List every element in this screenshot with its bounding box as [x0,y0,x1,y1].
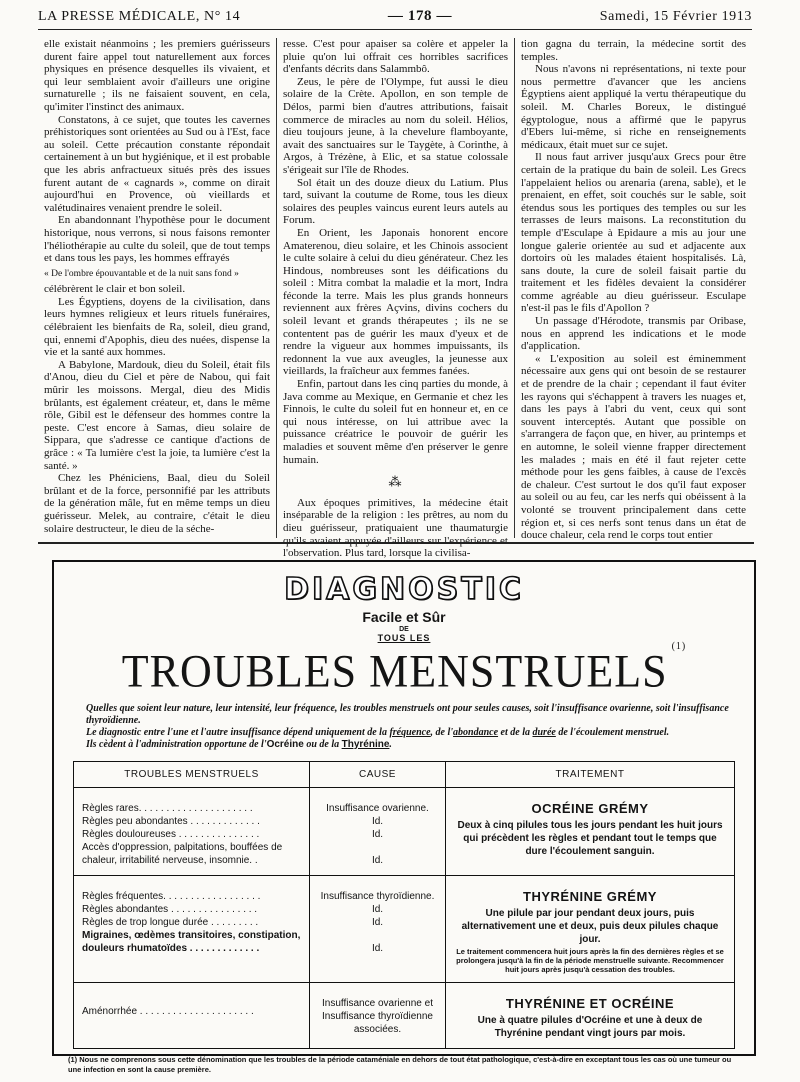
symptom: Règles de trop longue durée . . . . . . . . . [82,916,259,928]
column-header-traitement: TRAITEMENT [446,761,735,787]
symptom: Règles douloureuses . . . . . . . . . . . . . . . [82,828,260,840]
section-separator: ⁂ [388,474,403,490]
symptom: Aménorrhée . . . . . . . . . . . . . . . . . . . . . [82,1005,254,1017]
paragraph: Constatons, à ce sujet, que toutes les cavernes préhistoriques sont orientées au Sud ou à l'Est, face au soleil. Cette précaution constante répondait certainement à un but hygiénique, et il est probable que les abris anfractueux situés près des issues furent autant de « cagnards », comme on dirait aujourd'hui en Provence, où vieillards et valétudinaires venaient prendre le soleil. [44,113,270,214]
table-row-ocreine [74,787,735,875]
ad-headline-text: TROUBLES MENSTRUELS [121,645,668,697]
product-name: THYRÉNINE ET OCRÉINE [505,995,675,1011]
cause: Insuffisance thyroïdienne. [320,890,435,902]
product-name: THYRÉNINE GRÉMY [523,888,657,904]
treatment-text: Une pilule par jour pendant deux jours, puis alternativement une et deux, puis deux pilules chaque jour. [461,907,719,945]
cause: Id. [371,942,384,954]
treatment-cell [446,787,735,875]
treatment-note: Le traitement commencera huit jours après la fin des dernières règles et se prolongera jusqu'à la fin de la période menstruelle suivante. Recommencer huit jours après jusqu'à cessation des troubles. [456,946,724,974]
intro-text: ou de la [303,738,342,750]
paragraph: A Babylone, Mardouk, dieu du Soleil, était fils d'Anou, dieu du Ciel et père de Nabou, qui fait mûrir les moissons. Mergal, dieu des Midis brûlants, est également créateur, et, dans le même rôle, Gibil est le défenseur des hommes contre la peste. C'est encore à Samas, dieu solaire de Sippara, que s'adresse ce cantique d'actions de grâce : « Ta lumière c'est la joie, ta lumière c'est la santé. » [44,358,270,472]
ad-subtitle: Facile et Sûr [362,609,446,625]
running-header [38,8,752,30]
product-name: OCRÉINE GRÉMY [531,800,649,816]
paragraph: Enfin, partout dans les cinq parties du monde, à Java comme au Mexique, en Germanie et chez les Finnois, le culte du soleil fut en honneur et, en ce qui nous intéresse, on lui attribue avec la puissance créatrice le pouvoir de guérir les maladies et souvent même d'en préserver le genre humain. [283,378,508,466]
treatment-table [73,761,735,1049]
cause: Id. [371,903,384,915]
table-header-row [74,761,735,787]
treatment-text: Une à quatre pilules d'Ocréine et une à deux de Thyrénine pendant vingt jours par mois. [477,1014,703,1039]
article-column-2 [276,38,514,560]
column-header-cause: CAUSE [310,761,446,787]
symptoms-cell [74,982,310,1048]
paragraph: Nous n'avons ni représentations, ni texte pour nous permettre d'avancer que les anciens Égyptiens aient appliqué la vertu thérapeutique du soleil. M. Charles Boreux, le distingué égyptologue, nous a affirmé que le papyrus d'Ebers lui-même, si riche en renseignements médicaux, était muet sur ce sujet. [521,63,746,151]
intro-text: Ils cèdent à l'administration opportune de l' [86,738,267,750]
symptom: Migraines, œdèmes transitoires, constipation, douleurs rhumatoïdes . . . . . . . . . . . . . [82,929,301,954]
intro-duree: durée [532,726,556,738]
intro-text: de l'écoulement menstruel. [555,726,670,738]
cause: Id. [371,828,384,840]
ad-intro-line-3 [68,739,740,751]
symptom: Règles peu abondantes . . . . . . . . . . . . . [82,815,260,827]
cause: Id. [371,916,384,928]
table-row-thyrenine [74,875,735,982]
symptom: Accès d'oppression, palpitations, bouffées de chaleur, irritabilité nerveuse, insomnie. . [82,841,283,866]
intro-text: et de la [498,726,533,738]
page-number: — 178 — [387,8,453,24]
intro-abondance: abondance [453,726,499,738]
paragraph: tion gagna du terrain, la médecine sortit des temples. [521,38,746,63]
article-bottom-rule [38,542,754,544]
cause-cell [310,875,446,982]
treatment-cell [446,982,735,1048]
ad-tous-les: TOUS LES [377,633,431,643]
intro-text: , de l' [430,726,454,738]
paragraph: « L'exposition au soleil est éminemment nécessaire aux gens qui ont besoin de se restaurer et de prendre de la chair ; cependant il faut éviter les rayons qui s'échappent à travers les nuages et, dans les pays à l'abri du vent, ceux qui sont souvent interceptés. Autant que possible on s'arrangera de façon que, en hiver, au printemps et en automne, le soleil vienne frapper directement les malades ; mais en été il faut rejeter cette méthode pour les gens faibles, à cause de l'excès de chaleur. C'est surtout le dos qu'il faut exposer au soleil ou au feu, car les nerfs qui obéissent à la volonté se trouvent principalement dans cette région et, si ces nerfs sont tenus dans un état de douce chaleur, cela rend le corps tout entier [521,352,746,542]
cause: Insuffisance ovarienne et Insuffisance thyroïdienne associées. [321,997,433,1035]
issue-date: Samedi, 15 Février 1913 [599,9,752,24]
paragraph: Sol était un des douze dieux du Latium. Plus tard, suivant la coutume de Rome, tous les dieux solaires des peuples vaincus eurent leurs autels au Forum. [283,176,508,227]
intro-text: Le diagnostic entre l'une et l'autre insuffisance dépend uniquement de la [86,726,390,738]
ad-title: DIAGNOSTIC [284,572,524,607]
ad-intro [68,703,740,751]
paragraph: Un passage d'Hérodote, transmis par Oribase, nous en apprend les indications et le mode d'application. [521,315,746,353]
symptom: Règles abondantes . . . . . . . . . . . . . . . . [82,903,258,915]
footnote-marker: (1) [671,640,687,653]
table-row-amenorrhee [74,982,735,1048]
journal-title: LA PRESSE MÉDICALE, N° 14 [38,9,241,24]
treatment-text: Deux à cinq pilules tous les jours pendant les huit jours qui précèdent les règles et pendant tout le temps que dure l'écoulement sanguin. [457,819,723,857]
symptoms-cell [74,875,310,982]
paragraph: Zeus, le père de l'Olympe, fut aussi le dieu solaire de la Crète. Apollon, en son temple de Délos, parmi bien d'autres attributions, faisait commerce de miracles au nom du soleil. Hélios, dieu toujours jeune, à la chevelure flamboyante, avait des sanctuaires sur le Taygète, à Corinthe, à Argos, à Trézène, à Elic, et sa statue colossale s'érigeait sur l'île de Rhodes. [283,75,508,176]
ad-de: DE [399,626,409,633]
intro-text: . [389,738,392,750]
cause: Id. [371,854,384,866]
intro-ocreine: Ocréine [266,738,304,750]
verse-quote: « De l'ombre épouvantable et de la nuit sans fond » [44,268,239,279]
article-column-1 [38,38,276,538]
paragraph: Aux époques primitives, la médecine était inséparable de la religion : les prêtres, au nom du dieu guérisseur, pratiquaient une thaumaturgie qu'ils avaient appuyée d'ailleurs sur l'expérience et l'observation. Plus tard, lorsque la civilisa- [283,496,508,560]
ad-footnote: (1) Nous ne comprenons sous cette dénomination que les troubles de la période cataméniale en dehors de tout état pathologique, c'est-à-dire en exceptant tous les cas où une tumeur ou une infection en sont la cause première. [68,1054,732,1074]
cause-cell [310,982,446,1048]
paragraph: célébrèrent le clair et bon soleil. [44,283,186,296]
paragraph: Chez les Phéniciens, Baal, dieu du Soleil brûlant et de la force, personnifié par les attributs de la génération mâle, fut en même temps un dieu guérisseur. Melek, au contraire, c'était le dieu solaire destructeur, le dieu de la séche- [44,472,270,535]
symptoms-cell [74,787,310,875]
paragraph: elle existait néanmoins ; les premiers guérisseurs durent faire appel tout naturellement aux forces physiques en présence desquelles ils vivaient, et qui leur semblaient avoir d'ailleurs une origine surnaturelle ; ils ne faisaient souvent, en cela, qu'imiter l'instinct des animaux. [44,38,270,113]
symptom: Règles fréquentes. . . . . . . . . . . . . . . . . . [82,890,261,902]
ad-headline [64,640,744,697]
treatment-cell [446,875,735,982]
intro-thyrenine: Thyrénine [341,738,390,750]
cause: Id. [371,815,384,827]
article-column-3 [514,38,752,542]
paragraph: En Orient, les Japonais honorent encore Amaterenou, dieu solaire, et les Chinois associent le culte solaire à celui du dieu générateur. Chez les Hindous, nombreuses sont les déifications du soleil : Mitra combat la maladie et la mort, Indra féconde la terre. Mais les plus grands honneurs reviennent aux frères Açvins, divins cochers du soleil levant et grands thérapeutes ; ils ne se contentent pas de guérir les maux d'yeux et de rendre la vigueur aux hommes impuissants, ils redonnent la vue aux aveugles, la jeunesse aux vieillards, la fraîcheur aux femmes fanées. [283,226,508,378]
ad-intro-line-2 [68,727,740,739]
paragraph: En abandonnant l'hypothèse pour le document historique, nous verrons, si nous faisons remonter l'héliothérapie au culte du soleil, que de tout temps et dans tous les pays, les hommes effrayés [44,214,270,265]
paragraph: Les Égyptiens, doyens de la civilisation, dans leurs hymnes religieux et leurs rituels funéraires, célébraient les bienfaits de Ra, soleil, dieu grand, qui, ennemi d'Apophis, dieu des nuées, dispense la vie et la santé aux hommes. [44,295,270,359]
paragraph: Il nous faut arriver jusqu'aux Grecs pour être certain de la pratique du bain de soleil. Les Grecs l'appelaient helios ou arenaria (arena, sable), et le prenaient, en effet, soit couchés sur le sable, soit étendus sous les portiques des temples ou sur les terrasses de leurs maisons. La reconstitution du temple d'Esculape à Epidaure a mis au jour une longue galerie orientée au sud et adjacente aux dortoirs où les malades étaient hospitalisés. Là, sans doute, la cure de soleil faisait partie du traitement et les fidèles devaient la considérer comme agréable au dieu guérisseur. Esculape n'est-il pas le fils d'Apollon ? [521,151,746,315]
ad-intro-line-1: Quelles que soient leur nature, leur intensité, leur fréquence, les troubles menstruels ont pour seules causes, soit l'insuffisance ovarienne, soit l'insuffisance thyroïdienne. [86,702,729,726]
intro-frequence: fréquence [389,726,431,738]
cause: Insuffisance ovarienne. [326,802,429,814]
symptom: Règles rares. . . . . . . . . . . . . . . . . . . . . [82,802,253,814]
cause-cell [310,787,446,875]
column-header-troubles: TROUBLES MENSTRUELS [74,761,310,787]
advertisement [52,560,756,1074]
paragraph: resse. C'est pour apaiser sa colère et appeler la pluie qu'on lui offrait ces horribles sacrifices d'enfants décrits dans Salammbô. [283,38,508,76]
article-body [38,38,754,560]
